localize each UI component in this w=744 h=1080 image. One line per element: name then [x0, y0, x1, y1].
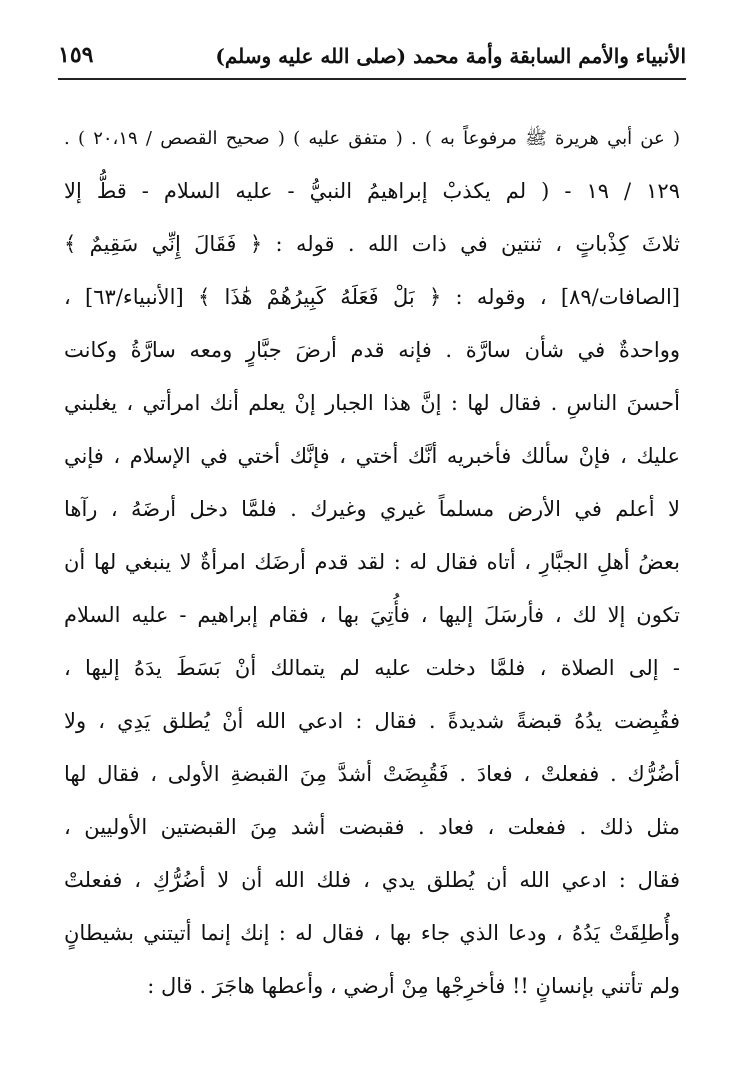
header-divider — [58, 78, 686, 80]
text-line: أضُرُّك . ففعلتْ ، فعادَ . فَقُبِضَتْ أشدَّ مِنَ القبضةِ الأولى ، فقال لها — [64, 762, 680, 786]
running-title: الأنبياء والأمم السابقة وأمة محمد (صلى الله عليه وسلم) — [215, 44, 686, 68]
text-line: فقُبِضت يدُهُ قبضةً شديدةً . فقال : ادعي الله أنْ يُطلق يَدِي ، ولا — [64, 709, 680, 733]
page-number: ١٥٩ — [58, 42, 94, 68]
text-line: - إلى الصلاة ، فلمَّا دخلت عليه لم يتمالك أنْ بَسَطَ يدَهُ إليها ، — [64, 656, 680, 680]
text-line: تكون إلا لك ، فأرسَلَ إليها ، فأُتِيَ بها ، فقام إبراهيم - عليه السلام — [64, 603, 680, 627]
text-line: وأُطلِقَتْ يَدُهُ ، ودعا الذي جاء بها ، فقال له : إنك إنما أتيتني بشيطانٍ — [64, 921, 680, 945]
page-body — [64, 112, 680, 1013]
text-line: عليك ، فإنْ سألك فأخبريه أنَّك أختي ، فإنَّك أختي في الإسلام ، فإني — [64, 444, 680, 468]
text-line: ثلاثَ كِذْباتٍ ، ثنتين في ذات الله . قوله : ﴿ فَقَالَ إِنِّي سَقِيمٌ ﴾ — [64, 232, 680, 256]
text-line: وواحدةٌ في شأن سارَّة . فإنه قدم أرضَ جبَّارٍ ومعه سارَّةُ وكانت — [64, 338, 680, 362]
page-header — [58, 40, 686, 76]
text-line: لا أعلم في الأرض مسلماً غيري وغيرك . فلمَّا دخل أرضَهُ ، رآها — [64, 497, 680, 521]
text-line: ( عن أبي هريرة ﷺ مرفوعاً به ) . ( متفق عليه ) ( صحيح القصص / ٢٠،١٩ ) . — [64, 128, 680, 149]
text-line: فقال : ادعي الله أن يُطلق يدي ، فلك الله أن لا أضُرُّكِ ، ففعلتْ — [64, 868, 680, 892]
text-line: [الصافات/٨٩] ، وقوله : ﴿ بَلْ فَعَلَهُ كَبِيرُهُمْ هَٰذَا ﴾ [الأنبياء/٦٣] ، — [64, 285, 680, 309]
text-line: أحسنَ الناسِ . فقال لها : إنَّ هذا الجبار إنْ يعلم أنك امرأتي ، يغلبني — [64, 391, 680, 415]
text-line: مثل ذلك . ففعلت ، فعاد . فقبضت أشد مِنَ القبضتين الأوليين ، — [64, 815, 680, 839]
text-line: ولم تأتني بإنسانٍ !! فأخرِجْها مِنْ أرضي ، وأعطها هاجَرَ . قال : — [147, 974, 680, 998]
text-line: ١٢٩ / ١٩ - ( لم يكذبْ إبراهيمُ النبيُّ - عليه السلام - قطُّ إلا — [64, 179, 680, 203]
text-line: بعضُ أهلِ الجبَّارِ ، أتاه فقال له : لقد قدم أرضَك امرأةٌ لا ينبغي لها أن — [64, 550, 680, 574]
